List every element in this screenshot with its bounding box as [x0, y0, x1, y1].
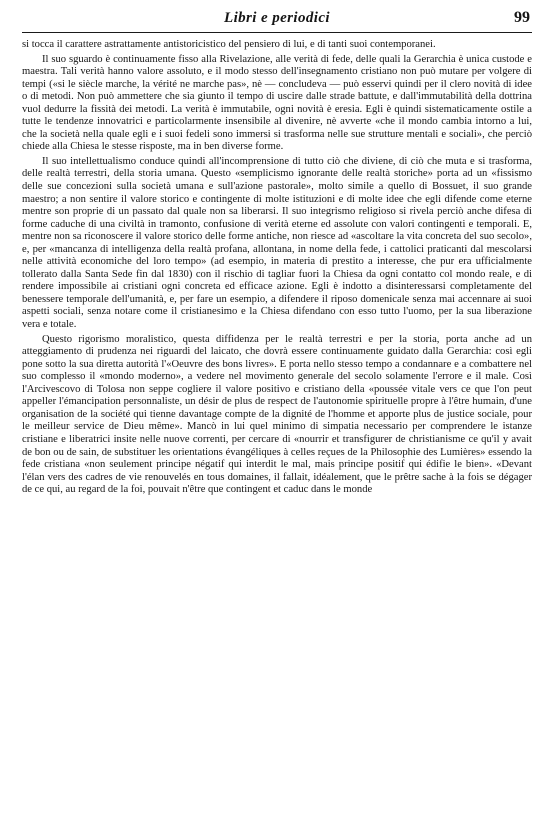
- paragraph: Il suo sguardo è continuamente fisso alla Rivelazione, alle verità di fede, delle quali la Gerarchia è unica custode e maestra. Tali verità hanno valore assoluto, e il modo stesso dell'insegnamento cristiano non può mutare per volgere di tempi («si le siècle marche, la vérité ne marche pas», nè — concludeva — può esservi quindi per il clero novità di idee o di metodi. Non può ammettere che sia giunto il tempo di uscire dalle strade battute, e dall'immutabilità della dottrina vuol dedurre la fissità dei metodi. La verità è immutabile, ogni novità è eresia. Egli è quindi sistematicamente ostile a tutte le tendenze innovatrici e particolarmente insensibile al divenire, nè avverte «che il mondo cambia intorno a lui, che la società nella quale egli e i suoi fedeli sono immersi si trasforma nelle sue strutture mentali e sociali», che perciò chiede alla Chiesa le stesse risposte, ma in ben diverse forme.: [22, 53, 532, 153]
- book-page: [22, 6, 532, 821]
- running-header: [22, 6, 532, 33]
- paragraph-continuation: si tocca il carattere astrattamente antistoricistico del pensiero di lui, e di tanti suoi contemporanei.: [22, 39, 436, 50]
- paragraph: Il suo intellettualismo conduce quindi all'incomprensione di tutto ciò che diviene, di ciò che muta e si trasforma, delle realtà terrestri, della storia umana. Questo «semplicismo ignorante delle realtà storiche» porta ad un «fissismo delle sue concezioni sulla società umana e sull'azione pastorale», molto simile a quello di Bossuet, il suo grande maestro; a non sentire il valore storico e contingente di molte istituzioni e di molte idee che egli difende come eterne mentre son proprie di un passato dal quale non sa liberarsi. Il suo integrismo religioso si rivela perciò anche difesa di forme caduche di una civiltà in tramonto, confusione di verità eterne ed assolute con valori contingenti e temporali. E, mentre non sa riconoscere il valore storico delle forme antiche, non riesce ad «ascoltare la vita concreta del suo secolo», e, per «mancanza di intelligenza della realtà profana, allontana, in nome della fede, i cattolici praticanti dal mescolarsi nelle attività economiche del loro tempo» (ad esempio, in materia di prestito a interesse, che pur era ufficialmente tollerato dalla Santa Sede fin dal 1830) con il rischio di tagliar fuori la Chiesa da ogni contatto col mondo reale, e di rendere impossibile ai cristiani ogni concreta ed efficace azione. Egli è indotto a disinteressarsi completamente del benessere temporale dell'umanità, e, per fare un esempio, a difendere il riposo domenicale senza mai accennare ai suoi aspetti sociali, senza notare come il cristianesimo e la Chiesa difendano con esso tutto l'uomo, per la sua liberazione vera e totale.: [22, 155, 532, 331]
- body-text: [22, 39, 532, 497]
- page-number: 99: [514, 9, 530, 26]
- paragraph: Questo rigorismo moralistico, questa diffidenza per le realtà terrestri e per la storia, porta anche ad un atteggiamento di prudenza nei riguardi del laicato, che dovrà essere continuamente guidato dalla Gerarchia: così egli pone sotto la sua diretta autorità l'«Oeuvre des bons livres». E porta nello stesso tempo a condannare e a combattere nel suo complesso il «mondo moderno», a vedere nel movimento generale del secolo solamente l'errore e il male. Così l'Arcivescovo di Tolosa non seppe cogliere il valore positivo e cristiano della «poussée vitale vers ce que l'on peut appeller l'émancipation personnaliste, un désir de plus de respect de l'autonomie spirituelle propre à l'être humain, d'une organisation de la société qui tienne davantage compte de la dignité de l'homme et apporte plus de justice sociale, pour le meilleur service de Dieu même». Mancò in lui quel minimo di simpatia necessario per comprendere le istanze cristiane e liberatrici insite nelle nuove correnti, per cercare di «nourrir et transfigurer de christianisme ce qu'il y avait de bon ou de sain, de substituer les orientations évangéliques à celles reçues de la Philosophie des Lumières» essendo la fede cristiana «non seulement principe négatif qui interdit le mal, mais principe positif qui édifie le bien». «Devant l'élan vers des cadres de vie renouvelés en tous domaines, il fallait, idéalement, que le prêtre sache à la fois se dégager de ce qui, au regard de la foi, pouvait n'être que contingent et caduc dans le monde: [22, 333, 532, 496]
- running-title: Libri e periodici: [224, 10, 330, 26]
